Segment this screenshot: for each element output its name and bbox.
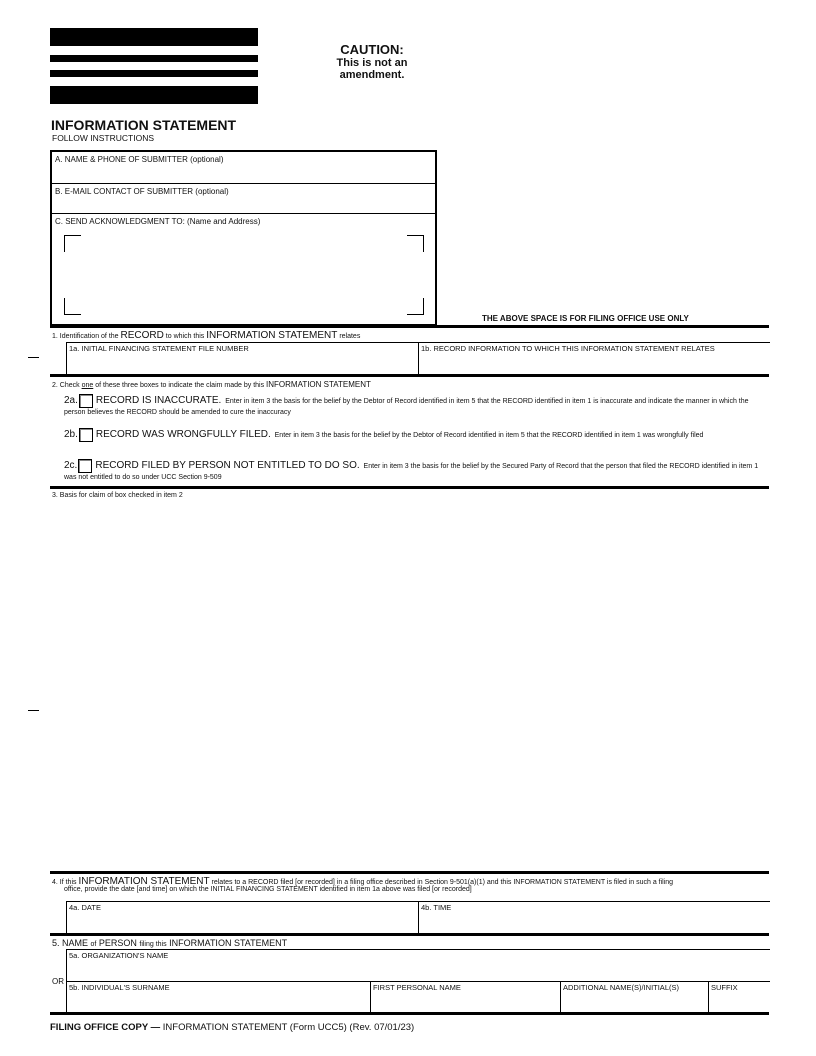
- redaction-bar: [50, 86, 258, 104]
- initial-financing-statement-file-number-field[interactable]: [66, 342, 419, 375]
- submitter-box: [50, 150, 437, 326]
- item5-heading: 5. NAME of PERSON filing this INFORMATION STATEMENT: [52, 938, 288, 948]
- date-field[interactable]: [66, 901, 419, 934]
- margin-mark: [28, 357, 39, 358]
- corner-mark: [407, 298, 424, 315]
- redaction-bar: [50, 55, 258, 62]
- time-field[interactable]: [418, 901, 770, 934]
- field-label: SUFFIX: [711, 983, 738, 992]
- caution-title: CAUTION:: [340, 42, 404, 57]
- caution-line: amendment.: [339, 69, 405, 81]
- record-inaccurate-checkbox[interactable]: [79, 394, 93, 408]
- individual-surname-field[interactable]: [66, 981, 371, 1013]
- first-personal-name-field[interactable]: [370, 981, 561, 1013]
- divider: [50, 933, 769, 936]
- page-subtitle: FOLLOW INSTRUCTIONS: [52, 133, 155, 143]
- field-label: B. E-MAIL CONTACT OF SUBMITTER (optional): [55, 187, 229, 196]
- divider: [50, 486, 769, 489]
- item4-heading: 4. If this INFORMATION STATEMENT relates to a RECORD filed [or recorded] in a filing office described in Section 9-501(a)(1) and this INFORMATION STATEMENT is filed in such a filing: [52, 876, 674, 887]
- organization-name-field[interactable]: [66, 949, 770, 981]
- redaction-bar: [50, 70, 258, 77]
- field-label: 1b. RECORD INFORMATION TO WHICH THIS INFORMATION STATEMENT RELATES: [421, 344, 715, 353]
- divider: [50, 871, 769, 874]
- not-entitled-checkbox[interactable]: [78, 459, 92, 473]
- item3-heading: 3. Basis for claim of box checked in item 2: [52, 492, 183, 499]
- field-label: FIRST PERSONAL NAME: [373, 983, 461, 992]
- field-label: C. SEND ACKNOWLEDGMENT TO: (Name and Address): [55, 217, 261, 226]
- divider: [50, 374, 769, 377]
- option-2a: 2a. RECORD IS INACCURATE. Enter in item 3 the basis for the belief by the Debtor of Record identified in item 5 that the RECORD identified in item 1 is inaccurate and indicate the manner in which the person believes the RECORD should be amended to cure the inaccuracy: [64, 394, 749, 416]
- field-label: 5b. INDIVIDUAL'S SURNAME: [69, 983, 170, 992]
- page-title: INFORMATION STATEMENT: [51, 117, 237, 133]
- suffix-field[interactable]: [708, 981, 770, 1013]
- submitter-name-phone-field[interactable]: [52, 152, 435, 184]
- item1-heading: 1. Identification of the RECORD to which this INFORMATION STATEMENT relates: [52, 330, 361, 341]
- field-label: A. NAME & PHONE OF SUBMITTER (optional): [55, 155, 224, 164]
- field-label: ADDITIONAL NAME(S)/INITIAL(S): [563, 983, 679, 992]
- acknowledgment-address-field[interactable]: [52, 214, 435, 324]
- corner-mark: [64, 235, 81, 252]
- field-label: 4a. DATE: [69, 903, 101, 912]
- corner-mark: [407, 235, 424, 252]
- wrongfully-filed-checkbox[interactable]: [79, 428, 93, 442]
- caution-line: This is not an: [336, 57, 408, 69]
- field-label: 1a. INITIAL FINANCING STATEMENT FILE NUMBER: [69, 344, 249, 353]
- item4-heading-line2: office, provide the date [and time] on which the INITIAL FINANCING STATEMENT identified in item 1a above was filed [or recorded]: [64, 886, 472, 893]
- field-label: 4b. TIME: [421, 903, 452, 912]
- margin-mark: [28, 710, 39, 711]
- additional-names-field[interactable]: [560, 981, 709, 1013]
- footer: FILING OFFICE COPY — INFORMATION STATEMENT (Form UCC5) (Rev. 07/01/23): [50, 1022, 415, 1033]
- divider: [50, 1012, 769, 1015]
- redaction-bar: [50, 28, 258, 46]
- caution-notice: [300, 42, 444, 81]
- submitter-email-field[interactable]: [52, 184, 435, 214]
- field-label: 5a. ORGANIZATION'S NAME: [69, 951, 169, 960]
- item2-heading: 2. Check one of these three boxes to indicate the claim made by this INFORMATION STATEMENT: [52, 380, 371, 389]
- record-information-field[interactable]: [418, 342, 770, 375]
- option-2b: 2b. RECORD WAS WRONGFULLY FILED. Enter in item 3 the basis for the belief by the Debtor of Record identified in item 5 that the RECORD identified in item 1 was wrongfully filed: [64, 428, 769, 442]
- option-2c: 2c. RECORD FILED BY PERSON NOT ENTITLED TO DO SO. Enter in item 3 the basis for the belief by the Secured Party of Record that the person that filed the RECORD identified in item 1 was not entitled to do so under UCC Section 9-509: [64, 459, 759, 481]
- corner-mark: [64, 298, 81, 315]
- basis-for-claim-field[interactable]: [50, 502, 769, 870]
- filing-office-note: THE ABOVE SPACE IS FOR FILING OFFICE USE ONLY: [482, 314, 689, 323]
- or-label: OR: [52, 977, 64, 986]
- divider: [50, 325, 769, 328]
